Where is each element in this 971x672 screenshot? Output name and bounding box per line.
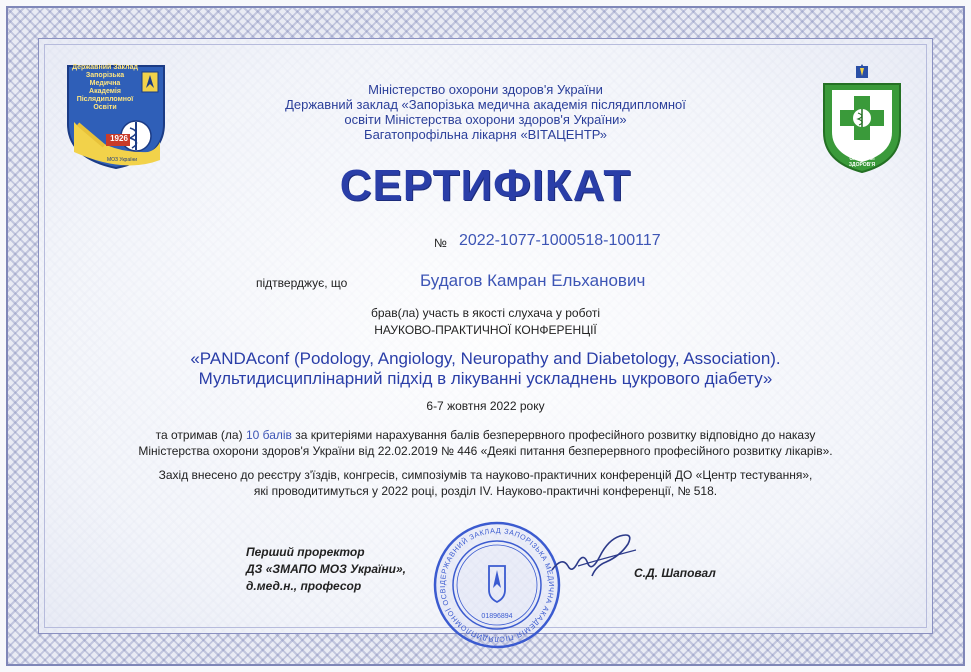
- header-line-4: Багатопрофільна лікарня «ВІТАЦЕНТР»: [364, 127, 607, 142]
- logo-year: 1926: [110, 134, 128, 143]
- logo-text-4: Академія: [89, 88, 121, 95]
- confirm-label: підтверджує, що: [256, 276, 348, 290]
- recipient-name: Будагов Камран Ельханович: [420, 271, 646, 290]
- official-seal-icon: [432, 520, 562, 650]
- seal-code: 01896894: [481, 613, 513, 620]
- registry-line-2: які проводитимуться у 2022 році, розділ IV. Науково-практичні конференції, № 518.: [253, 484, 718, 498]
- handwritten-signature-icon: [548, 526, 640, 586]
- logo-text-6: Освіти: [93, 104, 117, 111]
- signatory-line-2: ДЗ «ЗМАПО МОЗ України»,: [246, 562, 406, 576]
- participation-role: брав(ла) участь в якості слухача у роботі: [370, 306, 601, 320]
- conference-title-line-1: «PANDAconf (Podology, Angiology, Neuropathy and Diabetology, Association).: [190, 349, 781, 368]
- logo-text-5: Післядипломної: [76, 96, 134, 103]
- event-dates: 6-7 жовтня 2022 року: [426, 399, 545, 413]
- number-label: №: [434, 236, 447, 250]
- points-prefix: та отримав (ла): [155, 428, 243, 442]
- certificate-number: 2022-1077-1000518-100117: [459, 232, 661, 249]
- event-type: НАУКОВО-ПРАКТИЧНОЇ КОНФЕРЕНЦІЇ: [374, 323, 597, 337]
- logo-text-1: Державний Заклад: [72, 64, 138, 71]
- points-value: 10 балів: [245, 428, 292, 442]
- signatory-line-1: Перший проректор: [246, 545, 365, 559]
- logo-text-3: Медична: [89, 80, 121, 87]
- signatory-name: С.Д. Шаповал: [634, 566, 716, 580]
- certificate-title: СЕРТИФІКАТ: [339, 161, 632, 210]
- header-line-2: Державний заклад «Запорізька медична академія післядипломної: [285, 97, 686, 112]
- signatory-title: [246, 544, 406, 595]
- conference-title-line-2: Мультидисциплінарний підхід в лікуванні ускладнень цукрового діабету»: [198, 369, 773, 388]
- signatory-line-3: д.мед.н., професор: [246, 579, 362, 593]
- points-line: [0, 428, 971, 443]
- ministry-logo-text: МІНІСТЕРСТВО ОХОРОНИ ЗДОРОВ'Я: [843, 150, 881, 168]
- seal-ring-text: ДЕРЖАВНИЙ ЗАКЛАД ЗАПОРІЗЬКА МЕДИЧНА АКАДЕМІЯ ПІСЛЯДИПЛОМНОЇ ОСВІ: [437, 525, 557, 645]
- header-line-3: освіти Міністерства охорони здоров'я України»: [344, 112, 627, 127]
- logo-bottom-text: МОЗ України: [106, 157, 138, 163]
- registry-line-1: Захід внесено до реєстру з'їздів, конгресів, симпозіумів та науково-практичних конференцій ДО «Центр тестування»,: [158, 468, 813, 482]
- order-line: Міністерства охорони здоров'я України від 22.02.2019 № 446 «Деякі питання безперервного професійного розвитку лікарів».: [138, 444, 833, 458]
- points-suffix: за критеріями нарахування балів безперервного професійного розвитку відповідно до наказу: [295, 428, 816, 442]
- header-line-1: Міністерство охорони здоров'я України: [368, 82, 603, 97]
- logo-text-2: Запорізька: [85, 72, 125, 79]
